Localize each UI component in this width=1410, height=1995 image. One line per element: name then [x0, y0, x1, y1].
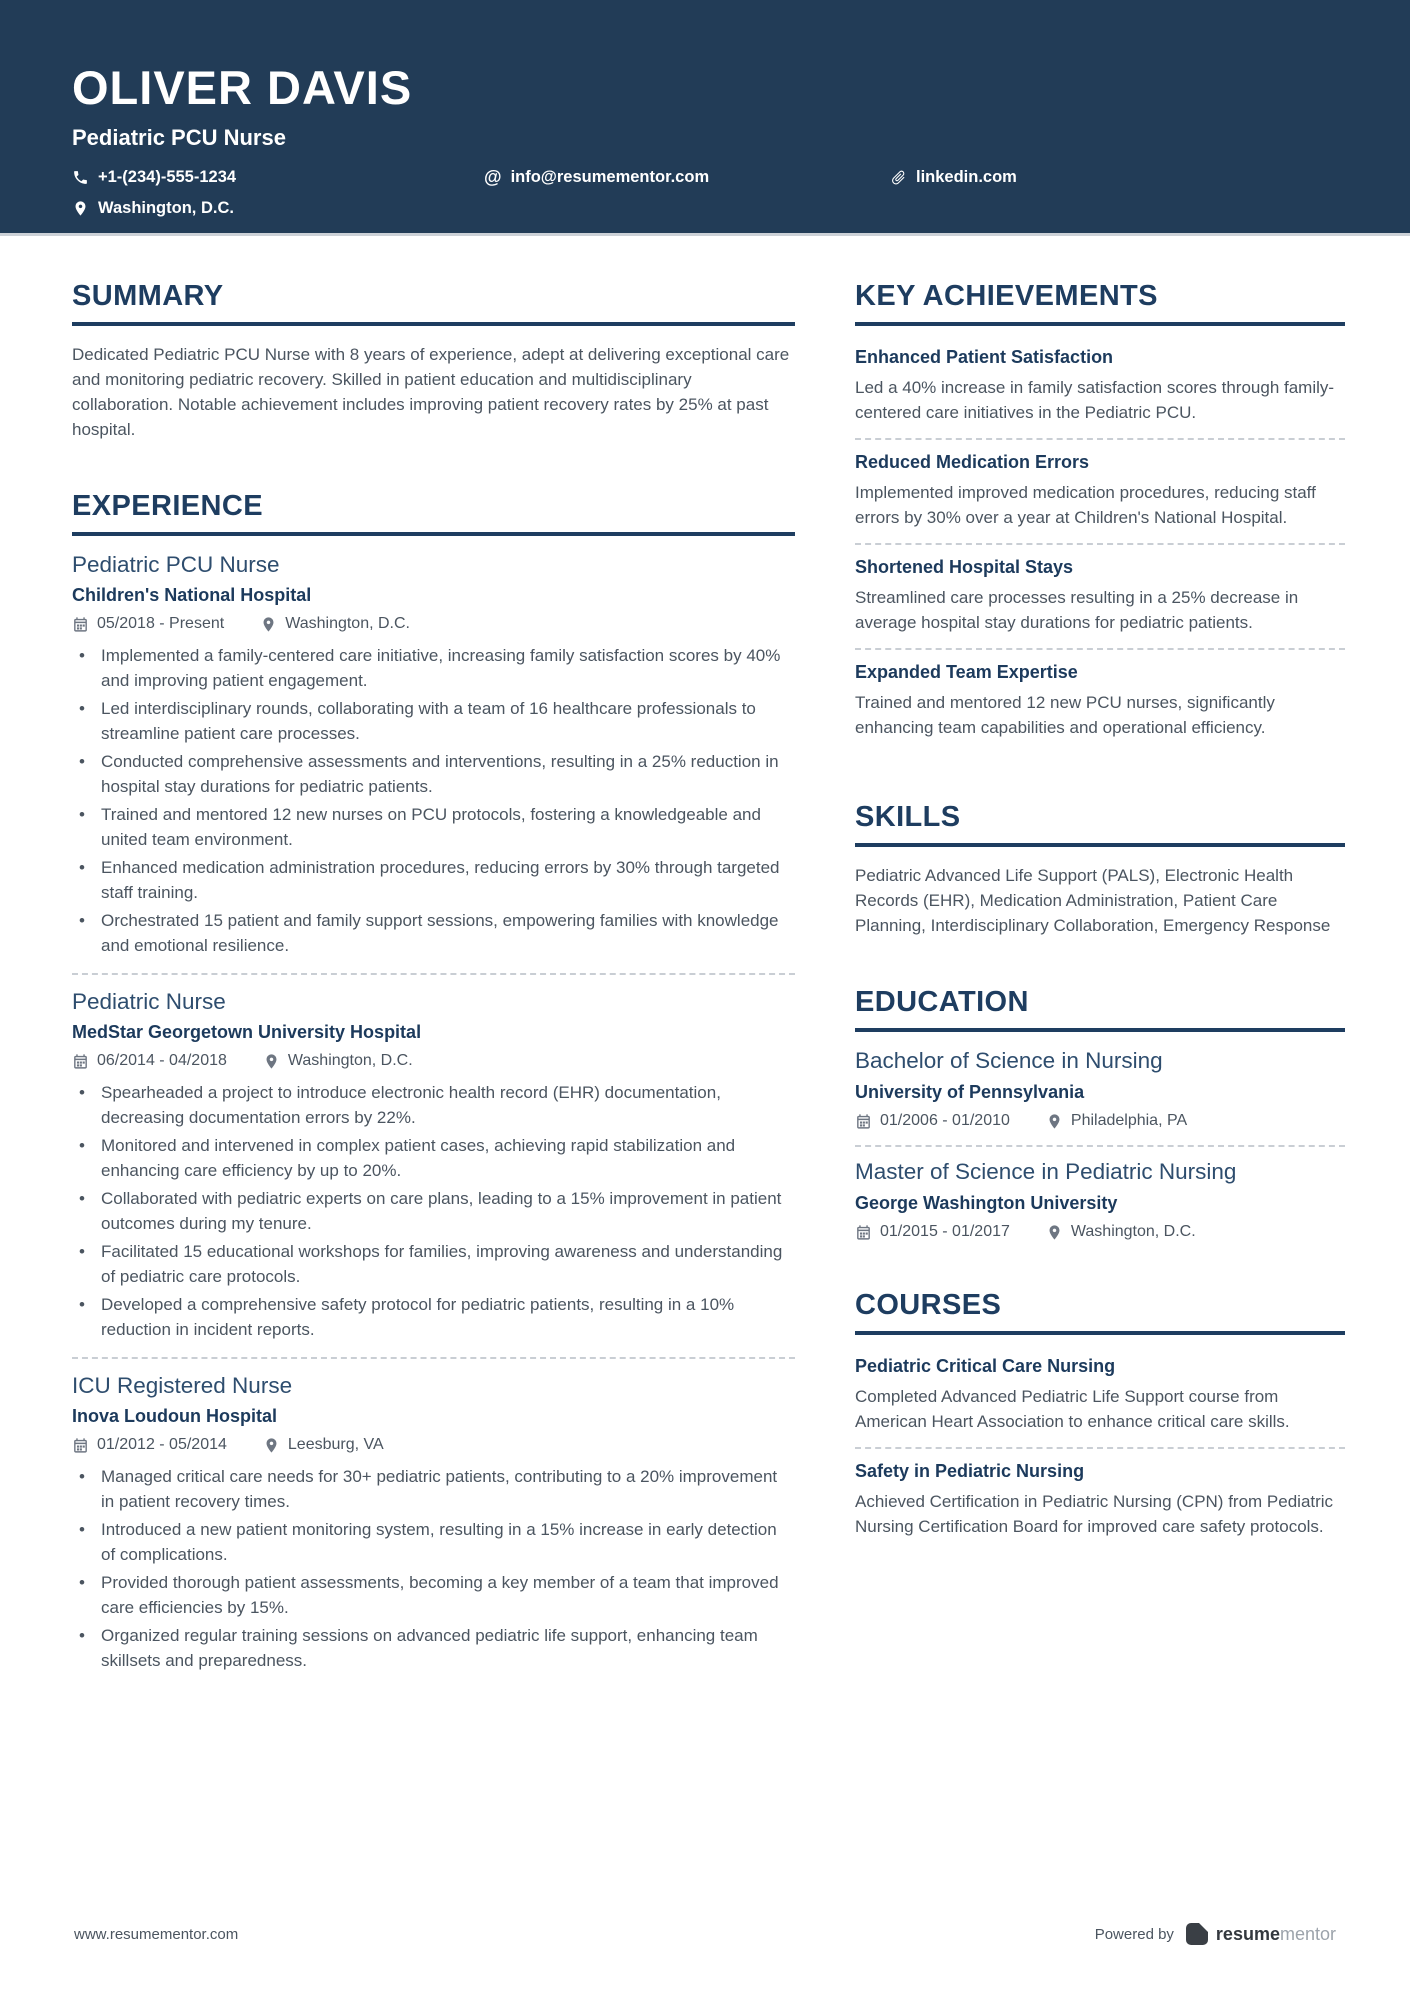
- education-location: [1046, 1223, 1196, 1241]
- footer: [74, 1923, 1336, 1945]
- bullet-item: • Trained and mentored 12 new nurses on PCU protocols, fostering a knowledgeable and united team environment.: [72, 802, 795, 852]
- linkedin-url[interactable]: linkedin.com: [916, 168, 1017, 186]
- summary-text: Dedicated Pediatric PCU Nurse with 8 years of experience, adept at delivering exceptional care and monitoring pediatric recovery. Skilled in patient education and multidisciplinary collaboration. Notable achievement includes improving patient recovery rates by 25% at past hospital.: [72, 345, 790, 439]
- right-column: [855, 280, 1345, 1721]
- bullet-item: • Orchestrated 15 patient and family support sessions, empowering families with knowledge and emotional resilience.: [72, 908, 795, 958]
- brand-logo[interactable]: [1186, 1923, 1336, 1945]
- bullet-item: • Facilitated 15 educational workshops for families, improving awareness and understanding of pediatric care protocols.: [72, 1239, 795, 1289]
- divider: [855, 1145, 1345, 1147]
- dates-text: 01/2012 - 05/2014: [97, 1436, 227, 1453]
- pin-icon: [1046, 1113, 1063, 1130]
- bullet-item: • Organized regular training sessions on advanced pediatric life support, enhancing team skillsets and preparedness.: [72, 1623, 795, 1673]
- location-text: Washington, D.C.: [285, 615, 410, 632]
- job-dates: [72, 1052, 227, 1070]
- pin-icon: [263, 1437, 280, 1454]
- bullet-item: • Introduced a new patient monitoring system, resulting in a 15% increase in early detection of complications.: [72, 1517, 795, 1567]
- at-sign-icon: @: [484, 167, 502, 187]
- job-company: MedStar Georgetown University Hospital: [72, 1022, 422, 1042]
- brand-light: mentor: [1279, 1923, 1336, 1944]
- achievement-heading: Enhanced Patient Satisfaction: [855, 347, 1114, 367]
- course-heading: Pediatric Critical Care Nursing: [855, 1356, 1116, 1376]
- job-bullets: [72, 1080, 795, 1342]
- linkedin-item[interactable]: [890, 168, 1017, 187]
- pin-icon: [72, 200, 89, 217]
- degree-name: Master of Science in Pediatric Nursing: [855, 1159, 1237, 1184]
- skills-text: Pediatric Advanced Life Support (PALS), Electronic Health Records (EHR), Medication Administration, Patient Care Planning, Interdisciplinary Collaboration, Emergency Response: [855, 866, 1331, 935]
- skills-title: SKILLS: [855, 801, 1345, 847]
- bullet-item: • Collaborated with pediatric experts on care plans, leading to a 15% improvement in patient outcomes during my tenure.: [72, 1186, 795, 1236]
- left-column: [72, 280, 795, 1721]
- bullet-item: • Conducted comprehensive assessments and interventions, resulting in a 25% reduction in hospital stay durations for pediatric patients.: [72, 749, 795, 799]
- bullet-item: • Spearheaded a project to introduce electronic health record (EHR) documentation, decreasing documentation errors by 22%.: [72, 1080, 795, 1130]
- skills-section: [855, 801, 1345, 938]
- job-dates: [72, 1436, 227, 1454]
- achievement-heading: Shortened Hospital Stays: [855, 557, 1074, 577]
- email-address[interactable]: info@resumementor.com: [510, 168, 710, 186]
- location-text: Leesburg, VA: [287, 1436, 384, 1453]
- brand-bold: resume: [1215, 1923, 1280, 1944]
- bullet-item: • Led interdisciplinary rounds, collaborating with a team of 16 healthcare professionals to streamline patient care processes.: [72, 696, 795, 746]
- education-entry: [855, 1048, 1345, 1147]
- divider: [72, 1357, 795, 1359]
- course-text: Completed Advanced Pediatric Life Support course from American Heart Association to enhance critical care skills.: [855, 1387, 1290, 1431]
- location-text: Washington, D.C.: [287, 1052, 413, 1069]
- dates-text: 05/2018 - Present: [97, 615, 225, 632]
- contact-info: [72, 167, 1338, 218]
- pin-icon: [260, 616, 277, 633]
- job-location: [260, 615, 410, 633]
- course-text: Achieved Certification in Pediatric Nursing (CPN) from Pediatric Nursing Certification Board for improved care safety protocols.: [855, 1492, 1334, 1536]
- job-company: Children's National Hospital: [72, 585, 312, 605]
- job-role: Pediatric PCU Nurse: [72, 552, 280, 577]
- course-heading: Safety in Pediatric Nursing: [855, 1461, 1085, 1481]
- pin-icon: [1046, 1224, 1063, 1241]
- achievement-text: Streamlined care processes resulting in a 25% decrease in average hospital stay durations for pediatric patients.: [855, 588, 1299, 632]
- powered-by: [1095, 1923, 1336, 1945]
- bullet-item: • Managed critical care needs for 30+ pediatric patients, contributing to a 20% improvement in patient recovery times.: [72, 1464, 795, 1514]
- brand-text: [1216, 1924, 1336, 1945]
- achievement-item: [855, 440, 1345, 543]
- dates-text: 01/2006 - 01/2010: [880, 1112, 1010, 1129]
- achievement-heading: Reduced Medication Errors: [855, 452, 1090, 472]
- achievement-item: [855, 545, 1345, 648]
- location-text: Philadelphia, PA: [1070, 1112, 1188, 1129]
- course-item: [855, 1449, 1345, 1552]
- job-company: Inova Loudoun Hospital: [72, 1406, 277, 1426]
- phone-number: +1-(234)-555-1234: [98, 168, 237, 186]
- link-icon: [886, 165, 910, 189]
- education-section: [855, 986, 1345, 1241]
- courses-title: COURSES: [855, 1289, 1345, 1335]
- job-title: Pediatric PCU Nurse: [72, 125, 286, 150]
- courses-section: [855, 1289, 1345, 1552]
- bullet-item: • Provided thorough patient assessments, becoming a key member of a team that improved care efficiencies by 15%.: [72, 1570, 795, 1620]
- contact-row-2: [72, 199, 1338, 218]
- bullet-item: • Implemented a family-centered care initiative, increasing family satisfaction scores by 40% and improving patient engagement.: [72, 643, 795, 693]
- achievement-text: Implemented improved medication procedures, reducing staff errors by 30% over a year at Children's National Hospital.: [855, 483, 1316, 527]
- job-bullets: [72, 643, 795, 958]
- resumementor-logo-icon: [1186, 1923, 1208, 1945]
- job-role: ICU Registered Nurse: [72, 1373, 293, 1398]
- job-meta: [72, 1052, 795, 1070]
- experience-title: EXPERIENCE: [72, 490, 795, 536]
- achievement-heading: Expanded Team Expertise: [855, 662, 1078, 682]
- phone-item: [72, 168, 484, 187]
- experience-section: [72, 490, 795, 1673]
- bullet-item: • Developed a comprehensive safety protocol for pediatric patients, resulting in a 10% reduction in incident reports.: [72, 1292, 795, 1342]
- education-location: [1046, 1112, 1187, 1130]
- location-text: Washington, D.C.: [98, 199, 234, 217]
- phone-icon: [72, 169, 89, 186]
- achievements-title: KEY ACHIEVEMENTS: [855, 280, 1345, 326]
- job-entry: [72, 1373, 795, 1673]
- achievement-item: [855, 650, 1345, 753]
- location-text: Washington, D.C.: [1070, 1223, 1196, 1240]
- divider: [72, 973, 795, 975]
- job-location: [263, 1436, 384, 1454]
- job-location: [263, 1052, 413, 1070]
- contact-row-1: [72, 167, 1338, 188]
- summary-section: [72, 280, 795, 442]
- person-name: OLIVER DAVIS: [72, 61, 413, 114]
- education-meta: [855, 1223, 1345, 1241]
- education-title: EDUCATION: [855, 986, 1345, 1032]
- job-meta: [72, 615, 795, 633]
- job-role: Pediatric Nurse: [72, 989, 226, 1014]
- achievement-item: [855, 342, 1345, 438]
- job-bullets: [72, 1464, 795, 1673]
- location-item: [72, 199, 234, 218]
- school-name: George Washington University: [855, 1193, 1118, 1213]
- dates-text: 06/2014 - 04/2018: [97, 1052, 227, 1069]
- degree-name: Bachelor of Science in Nursing: [855, 1048, 1163, 1073]
- header: [0, 0, 1410, 236]
- pin-icon: [263, 1053, 280, 1070]
- achievement-text: Trained and mentored 12 new PCU nurses, significantly enhancing team capabilities and operational efficiency.: [855, 693, 1275, 737]
- education-dates: [855, 1223, 1010, 1241]
- calendar-icon: [72, 1437, 89, 1454]
- calendar-icon: [855, 1113, 872, 1130]
- education-meta: [855, 1112, 1345, 1130]
- job-entry: [72, 989, 795, 1359]
- dates-text: 01/2015 - 01/2017: [880, 1223, 1010, 1240]
- course-item: [855, 1351, 1345, 1447]
- job-entry: [72, 552, 795, 975]
- achievements-section: [855, 280, 1345, 753]
- email-item[interactable]: [484, 167, 890, 188]
- bullet-item: • Enhanced medication administration procedures, reducing errors by 30% through targeted staff training.: [72, 855, 795, 905]
- school-name: University of Pennsylvania: [855, 1082, 1085, 1102]
- job-dates: [72, 615, 224, 633]
- footer-site-url[interactable]: www.resumementor.com: [74, 1925, 239, 1943]
- calendar-icon: [72, 616, 89, 633]
- powered-by-label: Powered by: [1094, 1925, 1174, 1943]
- education-dates: [855, 1112, 1010, 1130]
- achievement-text: Led a 40% increase in family satisfaction scores through family-centered care initiatives in the Pediatric PCU.: [855, 378, 1335, 422]
- bullet-item: • Monitored and intervened in complex patient cases, achieving rapid stabilization and enhancing care efficiency by up to 20%.: [72, 1133, 795, 1183]
- calendar-icon: [855, 1224, 872, 1241]
- calendar-icon: [72, 1053, 89, 1070]
- job-meta: [72, 1436, 795, 1454]
- education-entry: [855, 1159, 1345, 1241]
- summary-title: SUMMARY: [72, 280, 795, 326]
- main-content: [0, 236, 1410, 1721]
